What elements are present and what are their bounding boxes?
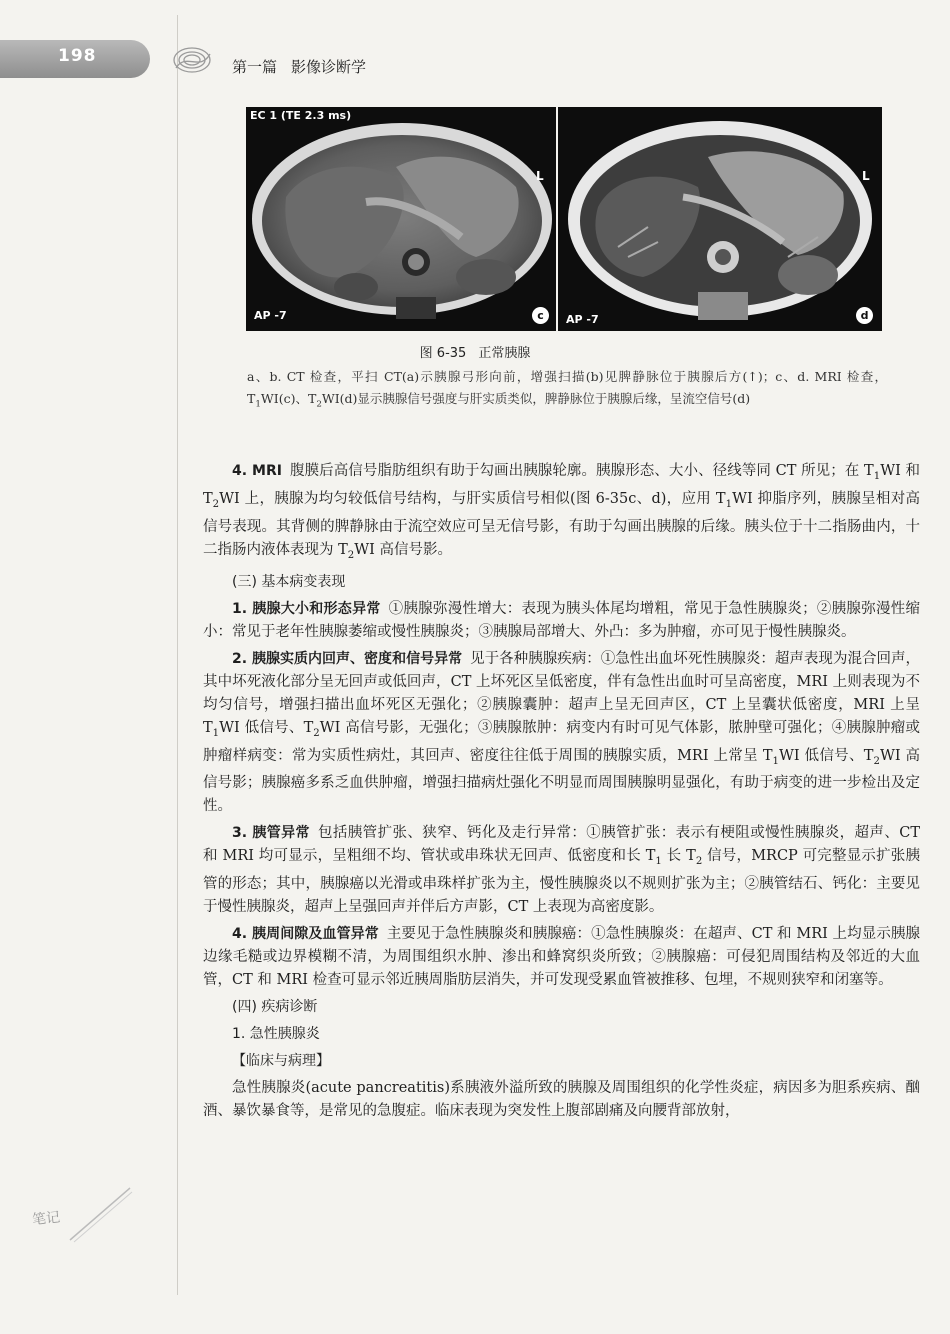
bracket-heading (203, 1050, 920, 1073)
paragraph-peripancreatic (203, 923, 920, 992)
paragraph-text: 信号，MRCP 可完整显示扩张胰管的形态；其中，胰腺癌以光滑或串珠样扩张为主，慢性胰腺炎以不规则扩张为主；②胰管结石、钙化：主要见于慢性胰腺炎，超声上呈强回声并伴后方声影，CT 上表现为高密度影。 (203, 848, 920, 916)
caption-text: a、b. CT 检查，平扫 CT(a)示胰腺弓形向前，增强扫描(b)见脾静脉位于胰腺后方(↑)；c、d. MRI 检查，T (247, 369, 887, 406)
figure-title: 正常胰腺 (478, 346, 531, 361)
paragraph-text: 包括胰管扩张、狭窄、钙化及走行异常：①胰管扩张：表示有梗阻或慢性胰腺炎，超声、CT 和 MRI 均可显示，呈粗细不均、管状或串珠状无回声、低密度和长 T (203, 825, 921, 865)
scan-parameter-label: EC 1 (TE 2.3 ms) (250, 109, 352, 122)
swirl-logo-icon (170, 42, 216, 78)
paragraph-text: WI 和 T (203, 463, 921, 507)
paragraph-text: ①胰腺弥漫性增大：表现为胰头体尾均增粗，常见于急性胰腺炎；②胰腺弥漫性缩小：常见于老年性胰腺萎缩或慢性胰腺炎；③胰腺局部增大、外凸：多为肿瘤，亦可见于慢性胰腺炎。 (203, 600, 921, 640)
subscript: 1 (873, 470, 881, 482)
subscript: 2 (316, 399, 322, 410)
paragraph-text: WI 高信号影；胰腺癌多系乏血供肿瘤，增强扫描病灶强化不明显而周围胰腺明显强化，有助于病变的进一步检出及定性。 (203, 747, 920, 815)
ap-position-label: AP -7 (566, 313, 599, 326)
heading-text: (四) 疾病诊断 (232, 999, 318, 1016)
paragraph-text: WI 低信号、T (778, 747, 874, 764)
subscript: 2 (347, 549, 355, 561)
heading-text: 【临床与病理】 (232, 1053, 330, 1070)
side-marker-left: L (536, 169, 544, 183)
header-part: 第一篇 (232, 58, 278, 76)
figure-caption-title (0, 342, 950, 361)
paragraph-lead: 2. 胰腺实质内回声、密度和信号异常 (232, 650, 463, 667)
heading-text: (三) 基本病变表现 (232, 573, 346, 590)
paragraph-lead: 3. 胰管异常 (232, 825, 310, 842)
mri-t2-scan-graphic (558, 107, 882, 331)
paragraph-lead: 1. 胰腺大小和形态异常 (232, 600, 381, 617)
subscript: 1 (655, 856, 662, 868)
heading-text: 1. 急性胰腺炎 (232, 1026, 320, 1043)
subscript: 1 (212, 727, 220, 739)
paragraph-lead: 4. 胰周间隙及血管异常 (232, 926, 379, 943)
paragraph-lead: 4. MRI (232, 463, 282, 479)
paragraph-text: WI 抑脂序列，胰腺呈相对高信号表现。其背侧的脾静脉由于流空效应可呈无信号影，有助于勾画出胰腺的后缘。胰头位于十二指肠曲内，十二指肠内液体表现为 T (203, 490, 920, 558)
subscript: 1 (772, 755, 779, 767)
paragraph-text: WI 低信号、T (219, 719, 314, 736)
subscript: 1 (255, 399, 261, 410)
subscript: 2 (695, 856, 703, 868)
subscript: 2 (212, 498, 220, 510)
paragraph-text: WI 高信号影。 (354, 541, 452, 558)
paragraph-text: 长 T (661, 848, 696, 865)
page-number: 198 (58, 46, 97, 66)
caption-text: WI(d)显示胰腺信号强度与肝实质类似，脾静脉位于胰腺后缘，呈流空信号(d) (321, 391, 751, 406)
paragraph-text: WI 高信号影，无强化；③胰腺脓肿：病变内有时可见气体影，脓肿壁可强化；④胰腺肿瘤或肿瘤样病变：常为实质性病灶，其回声、密度往往低于周围的胰腺实质，MRI 上常呈 T (203, 719, 920, 764)
section-heading (203, 996, 920, 1019)
header-subject: 影像诊断学 (291, 58, 367, 76)
mri-image-c (246, 107, 556, 331)
section-heading (203, 571, 920, 594)
main-body-text (203, 460, 920, 1127)
subscript: 1 (725, 498, 733, 510)
ap-position-label: AP -7 (254, 309, 287, 322)
subsection-heading (203, 1023, 920, 1046)
pen-decoration-icon (60, 1180, 140, 1250)
mri-t1-scan-graphic (246, 107, 556, 331)
running-header (232, 56, 366, 77)
figure-caption-description (247, 366, 887, 416)
side-marker-left: L (862, 169, 870, 183)
figure-letter-badge: d (856, 307, 873, 324)
figure-number: 图 6-35 (419, 346, 467, 361)
paragraph-text: 腹膜后高信号脂肪组织有助于勾画出胰腺轮廓。胰腺形态、大小、径线等同 CT 所见；在 T (289, 463, 874, 479)
paragraph-intro (203, 1077, 920, 1123)
subscript: 2 (313, 727, 320, 739)
mri-image-d (558, 107, 882, 331)
paragraph-text: 急性胰腺炎(acute pancreatitis)系胰液外溢所致的胰腺及周围组织的化学性炎症，病因多为胆系疾病、酗酒、暴饮暴食等，是常见的急腹症。临床表现为突发性上腹部剧痛及向腰背部放射， (203, 1080, 920, 1120)
paragraph-duct (203, 822, 920, 919)
paragraph-parenchyma (203, 648, 920, 819)
paragraph-mri (203, 460, 920, 567)
binding-gutter-line (177, 15, 178, 1295)
paragraph-text: 主要见于急性胰腺炎和胰腺癌：①急性胰腺炎：在超声、CT 和 MRI 上均显示胰腺边缘毛糙或边界模糊不清，为周围组织水肿、渗出和蜂窝织炎所致；②胰腺癌：可侵犯周围结构及邻近的大血管，CT 和 MRI 检查可显示邻近胰周脂肪层消失，并可发现受累血管被推移、包埋，不规则狭窄和闭塞等。 (203, 926, 920, 989)
subscript: 2 (873, 755, 880, 767)
paragraph-text: WI 上，胰腺为均匀较低信号结构，与肝实质信号相似(图 6-35c、d)，应用 T (219, 490, 726, 507)
paragraph-size-shape (203, 598, 920, 644)
paragraph-text: 见于各种胰腺疾病：①急性出血坏死性胰腺炎：超声表现为混合回声，其中坏死液化部分呈无回声或低回声，CT 上坏死区呈低密度，伴有急性出血时可呈高密度，MRI 上则表现为不均匀信号，增强扫描出血坏死区无强化；②胰腺囊肿：超声上呈无回声区，CT 上呈囊状低密度，MRI 上呈 T (203, 650, 921, 736)
caption-text: WI(c)、T (260, 391, 317, 406)
notes-margin-label: 笔记 (31, 1209, 61, 1229)
figure-letter-badge: c (532, 307, 549, 324)
